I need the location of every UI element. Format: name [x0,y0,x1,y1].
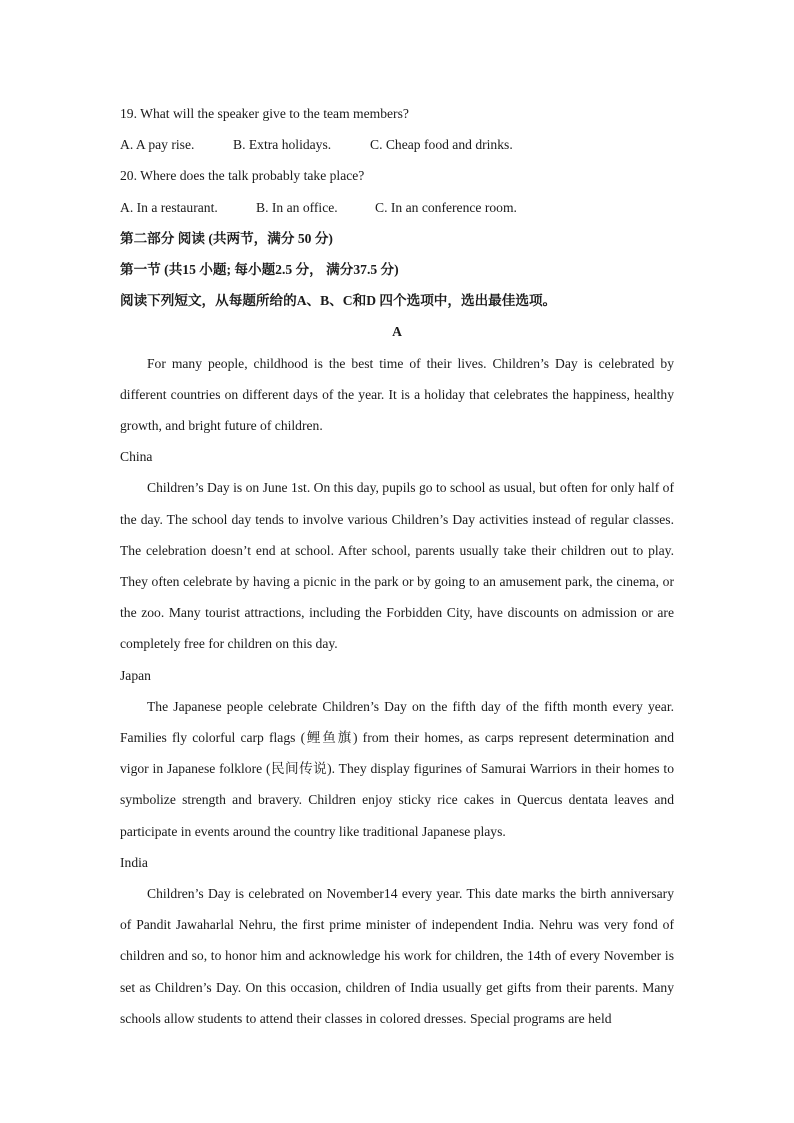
section-heading-india: India [120,854,148,870]
question-20-option-b: B. In an office. [256,199,338,215]
section-text-japan: The Japanese people celebrate Children’s Day on the fifth day of the fifth month every year. Families fly colorful carp flags (鲤鱼旗) from their homes, as carps represent determination and vigor in Japanese folklore (民间传说). They display figurines of Samurai Warriors in their homes to symbolize strength and bravery. Children enjoy sticky rice cakes in Quercus dentata leaves and participate in events around the country like traditional Japanese plays. [120,698,674,839]
question-20-option-a: A. In a restaurant. [120,199,218,215]
section-heading-china: China [120,449,153,465]
passage-label: A [392,324,402,340]
section-title: 第一节 (共15 小题; 每小题2.5 分， 满分37.5 分) [120,262,399,278]
question-20-stem: 20. Where does the talk probably take place? [120,168,365,184]
passage-intro: For many people, childhood is the best time of their lives. Children’s Day is celebrated by different countries on different days of the year. It is a holiday that celebrates the happiness, healthy growth, and bright future of children. [120,355,674,434]
question-19-options [120,129,674,160]
exam-page [120,98,674,1034]
instruction: 阅读下列短文，从每题所给的A、B、C和D 四个选项中，选出最佳选项。 [120,293,557,309]
question-19-option-b: B. Extra holidays. [233,137,332,153]
question-20-option-c: C. In an conference room. [375,199,517,215]
question-19-option-a: A. A pay rise. [120,137,195,153]
question-19-stem: 19. What will the speaker give to the team members? [120,106,409,121]
section-heading-japan: Japan [120,667,151,683]
part-title: 第二部分 阅读 (共两节，满分 50 分) [120,230,333,246]
question-20-options [120,192,674,223]
section-text-india: Children’s Day is celebrated on November14 every year. This date marks the birth anniversary of Pandit Jawaharlal Nehru, the first prime minister of independent India. Nehru was very fond of children and so, to honor him and acknowledge his work for children, the 14th of every November is set as Children’s Day. On this occasion, children of India usually get gifts from their parents. Many schools allow students to attend their classes in colored dresses. Special programs are held [120,886,674,1026]
question-19-option-c: C. Cheap food and drinks. [370,137,513,153]
section-text-china: Children’s Day is on June 1st. On this day, pupils go to school as usual, but often for only half of the day. The school day tends to involve various Children’s Day activities instead of regular classes. The celebration doesn’t end at school. After school, parents usually take their children out to play. They often celebrate by having a picnic in the park or by going to an amusement park, the cinema, or the zoo. Many tourist attractions, including the Forbidden City, have discounts on admission or are completely free for children on this day. [120,480,674,652]
